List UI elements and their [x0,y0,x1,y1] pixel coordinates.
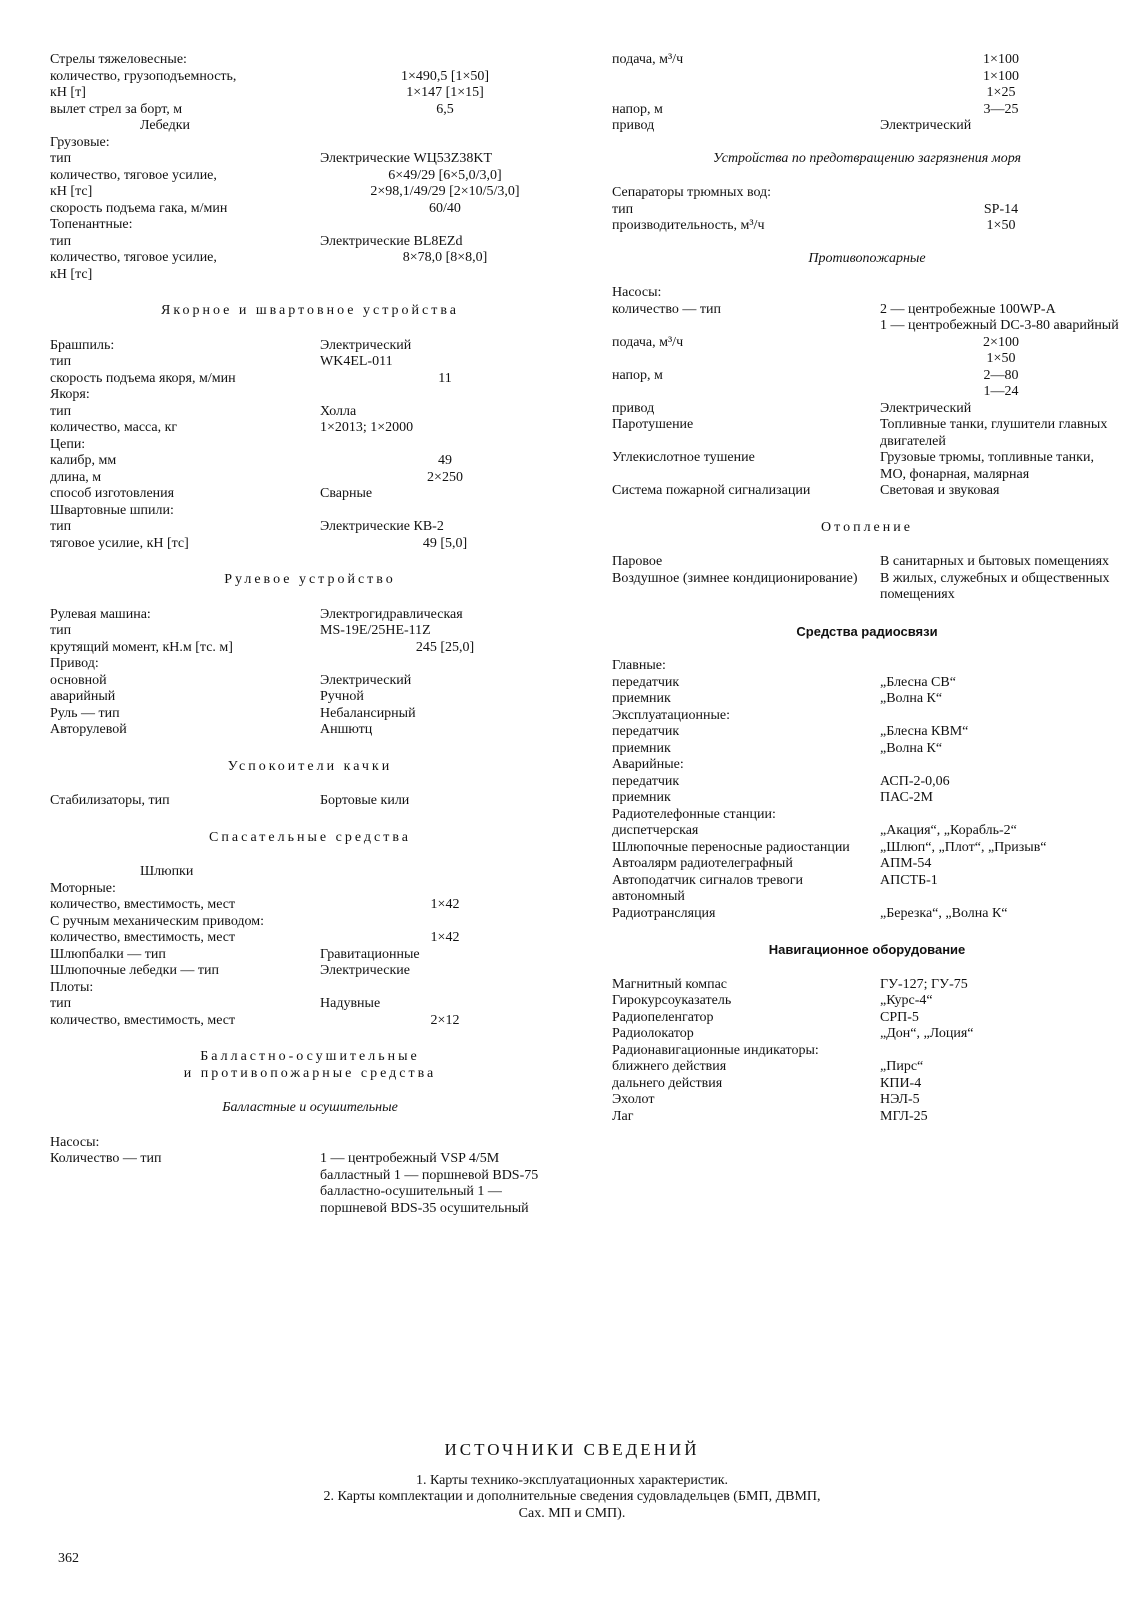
spec-row [612,790,1122,807]
spec-label: Аварийные: [612,757,684,772]
spec-value: 6,5 [436,101,454,117]
spec-label: Главные: [612,658,666,673]
spec-value: 2×100 1×50 [983,334,1019,366]
spec-value: 1×42 [430,897,460,912]
spec-row [50,980,570,997]
spec-label: количество, тяговое усилие, [50,250,217,265]
spec-value: „Березка“, „Волна К“ [880,905,1008,921]
spec-label: вылет стрел за борт, м [50,101,183,117]
spec-label: Цепи: [50,436,86,452]
spec-value: НЭЛ-5 [880,1092,920,1107]
spec-label: приемник [612,691,671,706]
spec-label: тип [50,996,72,1011]
spec-row [50,503,570,520]
spec-label: ближнего действия [612,1059,727,1074]
spec-row [50,519,570,536]
spec-value: 49 [5,0] [422,535,468,551]
spec-row [50,930,570,947]
spec-row [612,724,1122,741]
spec-row [612,1076,1122,1093]
spec-value: Топливные танки, глушители главных двигателей [880,417,1108,449]
spec-value: „Блесна КВМ“ [880,724,969,739]
spec-row [50,640,570,657]
spec-value: Аншютц [320,722,373,737]
spec-value: Электрические BL8EZd [320,233,463,249]
spec-label: Шлюпочные лебедки — тип [50,963,220,978]
spec-label: тип [50,403,72,419]
spec-label: Радиотелефонные станции: [612,806,776,822]
spec-value: 2×98,1/49/29 [2×10/5/3,0] [370,184,520,199]
spec-label: Гирокурсоуказатель [612,993,732,1008]
spec-value: 1×490,5 [1×50] [400,68,490,84]
spec-label: Привод: [50,656,99,671]
spec-row [612,977,1122,994]
spec-row [612,285,1122,302]
spec-label: Радиопеленгатор [612,1009,714,1025]
spec-group-pollution [612,185,1122,235]
spec-row [50,914,570,931]
spec-label: количество, вместимость, мест [50,897,236,912]
spec-value: Небалансирный [320,705,416,721]
spec-row [50,1135,570,1152]
spec-value: 60/40 [429,200,461,216]
spec-row [50,656,570,673]
spec-row [612,993,1122,1010]
spec-row [50,453,570,470]
spec-row [50,404,570,421]
spec-label: Руль — тип [50,705,120,721]
spec-label: кН [тс] [50,266,93,282]
spec-label: подача, м³/ч [612,334,684,350]
spec-row [612,1010,1122,1027]
subsection-title-pollution: Устройства по предотвращению загрязнения моря [712,150,1022,166]
spec-value: „Волна К“ [880,740,943,756]
spec-label: аварийный [50,689,116,704]
spec-row [612,856,1122,873]
spec-value: 1 — центробежный VSP 4/5M балластный 1 — поршневой BDS-75 балластно-осушительный 1 — поршневой BDS-35 осушительный [320,1151,539,1216]
spec-value: Надувные [320,996,381,1011]
spec-label: Моторные: [50,880,116,896]
section-title-ballast-2: и противопожарные средства [183,1065,437,1081]
spec-value: 1×147 [1×15] [406,85,484,100]
spec-row [50,897,570,914]
spec-value: „Шлюп“, „Плот“, „Призыв“ [880,839,1047,855]
spec-label: Эксплуатационные: [612,707,731,723]
spec-row [50,102,570,119]
spec-value: В санитарных и бытовых помещениях [880,554,1110,569]
spec-value: 1×100 1×100 1×25 [983,52,1019,100]
spec-value: АПСТБ-1 [880,872,938,888]
winches-heading: Лебедки [140,118,190,133]
spec-row [612,185,1122,202]
spec-group-ballast [50,1135,570,1218]
spec-row [612,1043,1122,1060]
spec-value: МГЛ-25 [880,1108,928,1124]
spec-value: Ручной [320,689,364,704]
spec-row [612,1092,1122,1109]
spec-label: подача, м³/ч [612,52,684,67]
spec-label: передатчик [612,724,680,739]
spec-value: 49 [438,453,452,468]
spec-row [50,217,570,234]
spec-value: „Курс-4“ [880,993,933,1008]
spec-row [50,689,570,706]
spec-value: Электрический [320,337,412,353]
spec-row [50,201,570,218]
spec-value: 11 [438,370,452,386]
spec-value: 2—80 1—24 [983,367,1019,399]
spec-row [50,623,570,640]
spec-row [50,722,570,739]
spec-row [612,118,1122,135]
spec-value: ПАС-2М [880,790,933,805]
spec-label: кН [т] [50,85,86,100]
spec-row [50,387,570,404]
spec-group-booms [50,52,570,118]
section-title-navigation: Навигационное оборудование [768,942,966,957]
spec-row [50,470,570,487]
spec-value: 3—25 [983,101,1019,117]
spec-label: Паротушение [612,417,694,432]
spec-row [50,354,570,371]
spec-row [50,267,570,284]
spec-row [612,1109,1122,1126]
spec-row [50,947,570,964]
left-column [50,52,570,1217]
spec-value: Электрогидравлическая [320,606,463,622]
spec-label: Радиолокатор [612,1026,694,1041]
spec-label: количество, вместимость, мест [50,1012,236,1028]
spec-value: Электрический [880,118,972,133]
spec-label: Магнитный компас [612,976,728,992]
spec-row [50,85,570,102]
spec-row [612,774,1122,791]
spec-label: тип [612,201,634,217]
spec-row [50,536,570,553]
spec-row [50,881,570,898]
spec-label: Паровое [612,554,663,569]
spec-label: Углекислотное тушение [612,450,755,465]
spec-label: Грузовые: [50,134,110,150]
spec-group-radio [612,658,1122,922]
spec-label: скорость подъема якоря, м/мин [50,370,236,386]
spec-value: SP-14 [983,201,1019,217]
spec-label: дальнего действия [612,1075,723,1091]
spec-value: 2 — центробежные 100WP-A 1 — центробежный DC-3-80 аварийный [880,301,1119,333]
spec-label: Воздушное (зимнее кондиционирование) [612,570,858,586]
spec-group-pumps [612,52,1122,135]
spec-group-winches [50,135,570,284]
spec-label: Шлюпочные переносные радиостанции [612,839,850,855]
spec-row [50,706,570,723]
spec-row [50,135,570,152]
section-title-steering: Рулевое устройство [224,572,396,587]
spec-value: Электрический [320,672,412,688]
spec-label: скорость подъема гака, м/мин [50,200,228,216]
spec-value: В жилых, служебных и общественных помещениях [880,570,1110,602]
spec-label: диспетчерская [612,823,699,838]
spec-row [50,52,570,69]
spec-label: Автоалярм радиотелеграфный [612,856,793,871]
spec-label: кН [тс] [50,184,93,199]
spec-group-heating [612,554,1122,604]
spec-label: напор, м [612,367,663,383]
spec-label: количество, вместимость, мест [50,930,236,945]
boats-heading: Шлюпки [140,864,194,879]
spec-row [50,184,570,201]
spec-label: привод [612,118,655,133]
spec-row [612,757,1122,774]
spec-row [612,202,1122,219]
spec-value: WK4EL-011 [320,354,393,369]
spec-value: ГУ-127; ГУ-75 [880,976,968,992]
subsection-title-ballast: Балластные и осушительные [222,1100,398,1115]
spec-label: основной [50,672,107,688]
spec-value: MS-19E/25HE-11Z [320,623,431,638]
spec-value: 245 [25,0] [415,639,475,655]
spec-row [612,554,1122,571]
spec-row [612,658,1122,675]
spec-row [50,607,570,624]
section-title-ballast-1: Балластно-осушительные [200,1049,420,1064]
spec-label: тип [50,151,72,166]
spec-row [612,417,1122,450]
spec-value: Холла [320,403,357,419]
spec-label: способ изготовления [50,486,175,501]
spec-value: „Пирс“ [880,1059,924,1074]
spec-row [612,571,1122,604]
section-title-roll: Успокоители качки [227,758,393,774]
spec-label: тип [50,354,72,369]
spec-label: Стрелы тяжеловесные: [50,52,187,67]
spec-label: приемник [612,740,671,756]
spec-row [50,250,570,267]
spec-label: С ручным механическим приводом: [50,913,265,929]
spec-label: количество, грузоподъемность, [50,68,237,84]
spec-label: Якоря: [50,387,90,402]
spec-label: Эхолот [612,1092,655,1107]
spec-value: 6×49/29 [6×5,0/3,0] [388,167,502,183]
spec-row [612,218,1122,235]
section-title-heating: Отопление [821,519,913,535]
spec-label: крутящий момент, кН.м [тс. м] [50,639,233,655]
spec-row [612,335,1122,368]
spec-row [612,52,1122,102]
spec-row [612,823,1122,840]
section-title-radio: Средства радиосвязи [796,623,938,639]
sources-heading: ИСТОЧНИКИ СВЕДЕНИЙ [444,1440,700,1459]
right-column [612,52,1122,1125]
spec-row [612,1026,1122,1043]
spec-value: 1×42 [430,930,460,945]
spec-value: Электрические КВ-2 [320,519,444,534]
spec-row [50,69,570,86]
spec-label: привод [612,400,655,416]
spec-label: количество — тип [612,301,721,317]
spec-value: 8×78,0 [8×8,0] [402,250,488,265]
spec-value: КПИ-4 [880,1075,922,1091]
source-item-1: 1. Карты технико-эксплуатационных характеристик. [415,1472,729,1488]
spec-group-anchor [50,338,570,553]
sources-block [0,1442,1144,1522]
spec-value: Сварные [320,486,373,501]
spec-row [612,691,1122,708]
spec-label: тип [50,233,72,249]
source-item-2: 2. Карты комплектации и дополнительные сведения судовладельцев (БМП, ДВМП, Сах. МП и СМП). [323,1489,821,1521]
spec-label: калибр, мм [50,453,117,468]
spec-row [50,793,570,810]
spec-row [50,420,570,437]
spec-value: Гравитационные [320,946,420,962]
spec-label: Насосы: [50,1134,100,1150]
section-title-lifesaving: Спасательные средства [209,829,411,845]
spec-group-roll [50,793,570,810]
spec-value: „Акация“, „Корабль-2“ [880,823,1017,838]
spec-row [50,371,570,388]
spec-row [50,1013,570,1030]
spec-value: 1×2013; 1×2000 [320,420,414,435]
page-number: 362 [58,1551,79,1566]
spec-value: Бортовые кили [320,793,410,808]
spec-row [50,486,570,503]
spec-label: передатчик [612,773,680,789]
spec-value: 1×50 [986,218,1016,233]
spec-row [612,873,1122,906]
spec-label: Брашпиль: [50,337,115,353]
spec-row [50,1151,570,1217]
spec-row [50,963,570,980]
spec-label: количество, тяговое усилие, [50,167,217,183]
spec-label: Швартовные шпили: [50,502,174,518]
spec-label: количество, масса, кг [50,420,178,435]
spec-row [50,437,570,454]
spec-label: тип [50,519,72,534]
subsection-title-fire: Противопожарные [808,250,926,266]
spec-row [612,675,1122,692]
spec-row [50,338,570,355]
spec-value: СРП-5 [880,1009,919,1025]
spec-value: „Дон“, „Лоция“ [880,1026,974,1041]
spec-label: тяговое усилие, кН [тс] [50,535,189,551]
spec-row [612,708,1122,725]
spec-value: Световая и звуковая [880,483,1000,498]
spec-label: Лаг [612,1108,634,1124]
spec-value: Электрические WЦ53Z38KT [320,151,493,166]
spec-label: приемник [612,790,671,805]
spec-label: напор, м [612,101,663,117]
section-title-anchor: Якорное и швартовное устройства [161,303,459,318]
spec-row [612,807,1122,824]
spec-row [612,741,1122,758]
spec-row [50,673,570,690]
spec-row [50,234,570,251]
spec-row [612,401,1122,418]
spec-row [612,102,1122,119]
spec-label: Сепараторы трюмных вод: [612,185,772,200]
spec-row [612,368,1122,401]
spec-value: АПМ-54 [880,856,932,871]
spec-group-fire [612,285,1122,500]
spec-row [612,840,1122,857]
spec-row [612,1059,1122,1076]
spec-label: Автоподатчик сигналов тревоги автономный [612,872,803,904]
spec-group-navigation [612,977,1122,1126]
spec-value: „Волна К“ [880,691,943,706]
spec-label: Радионавигационные индикаторы: [612,1042,819,1058]
spec-row [50,996,570,1013]
spec-label: Система пожарной сигнализации [612,483,811,498]
spec-value: 2×250 [427,469,463,485]
spec-label: передатчик [612,674,680,690]
spec-value: Электрические [320,963,410,978]
spec-row [612,450,1122,483]
spec-label: Топенантные: [50,217,133,232]
spec-label: Шлюпбалки — тип [50,946,166,962]
spec-value: 2×12 [430,1012,460,1028]
spec-row [50,168,570,185]
spec-group-lifesaving [50,881,570,1030]
spec-value: Грузовые трюмы, топливные танки, МО, фонарная, малярная [880,450,1094,482]
spec-row [612,302,1122,335]
spec-value: АСП-2-0,06 [880,773,950,789]
spec-row [612,906,1122,923]
spec-label: Количество — тип [50,1151,162,1166]
spec-label: длина, м [50,469,102,485]
spec-label: Авторулевой [50,722,127,737]
spec-label: Насосы: [612,285,662,300]
spec-label: тип [50,623,72,638]
spec-value: Электрический [880,400,972,416]
spec-group-steering [50,607,570,739]
spec-label: Плоты: [50,979,94,995]
spec-row [50,151,570,168]
spec-label: Радиотрансляция [612,905,716,921]
spec-label: Стабилизаторы, тип [50,793,170,808]
spec-label: производительность, м³/ч [612,218,765,233]
spec-value: „Блесна СВ“ [880,674,956,690]
spec-label: Рулевая машина: [50,606,151,622]
spec-row [612,483,1122,500]
